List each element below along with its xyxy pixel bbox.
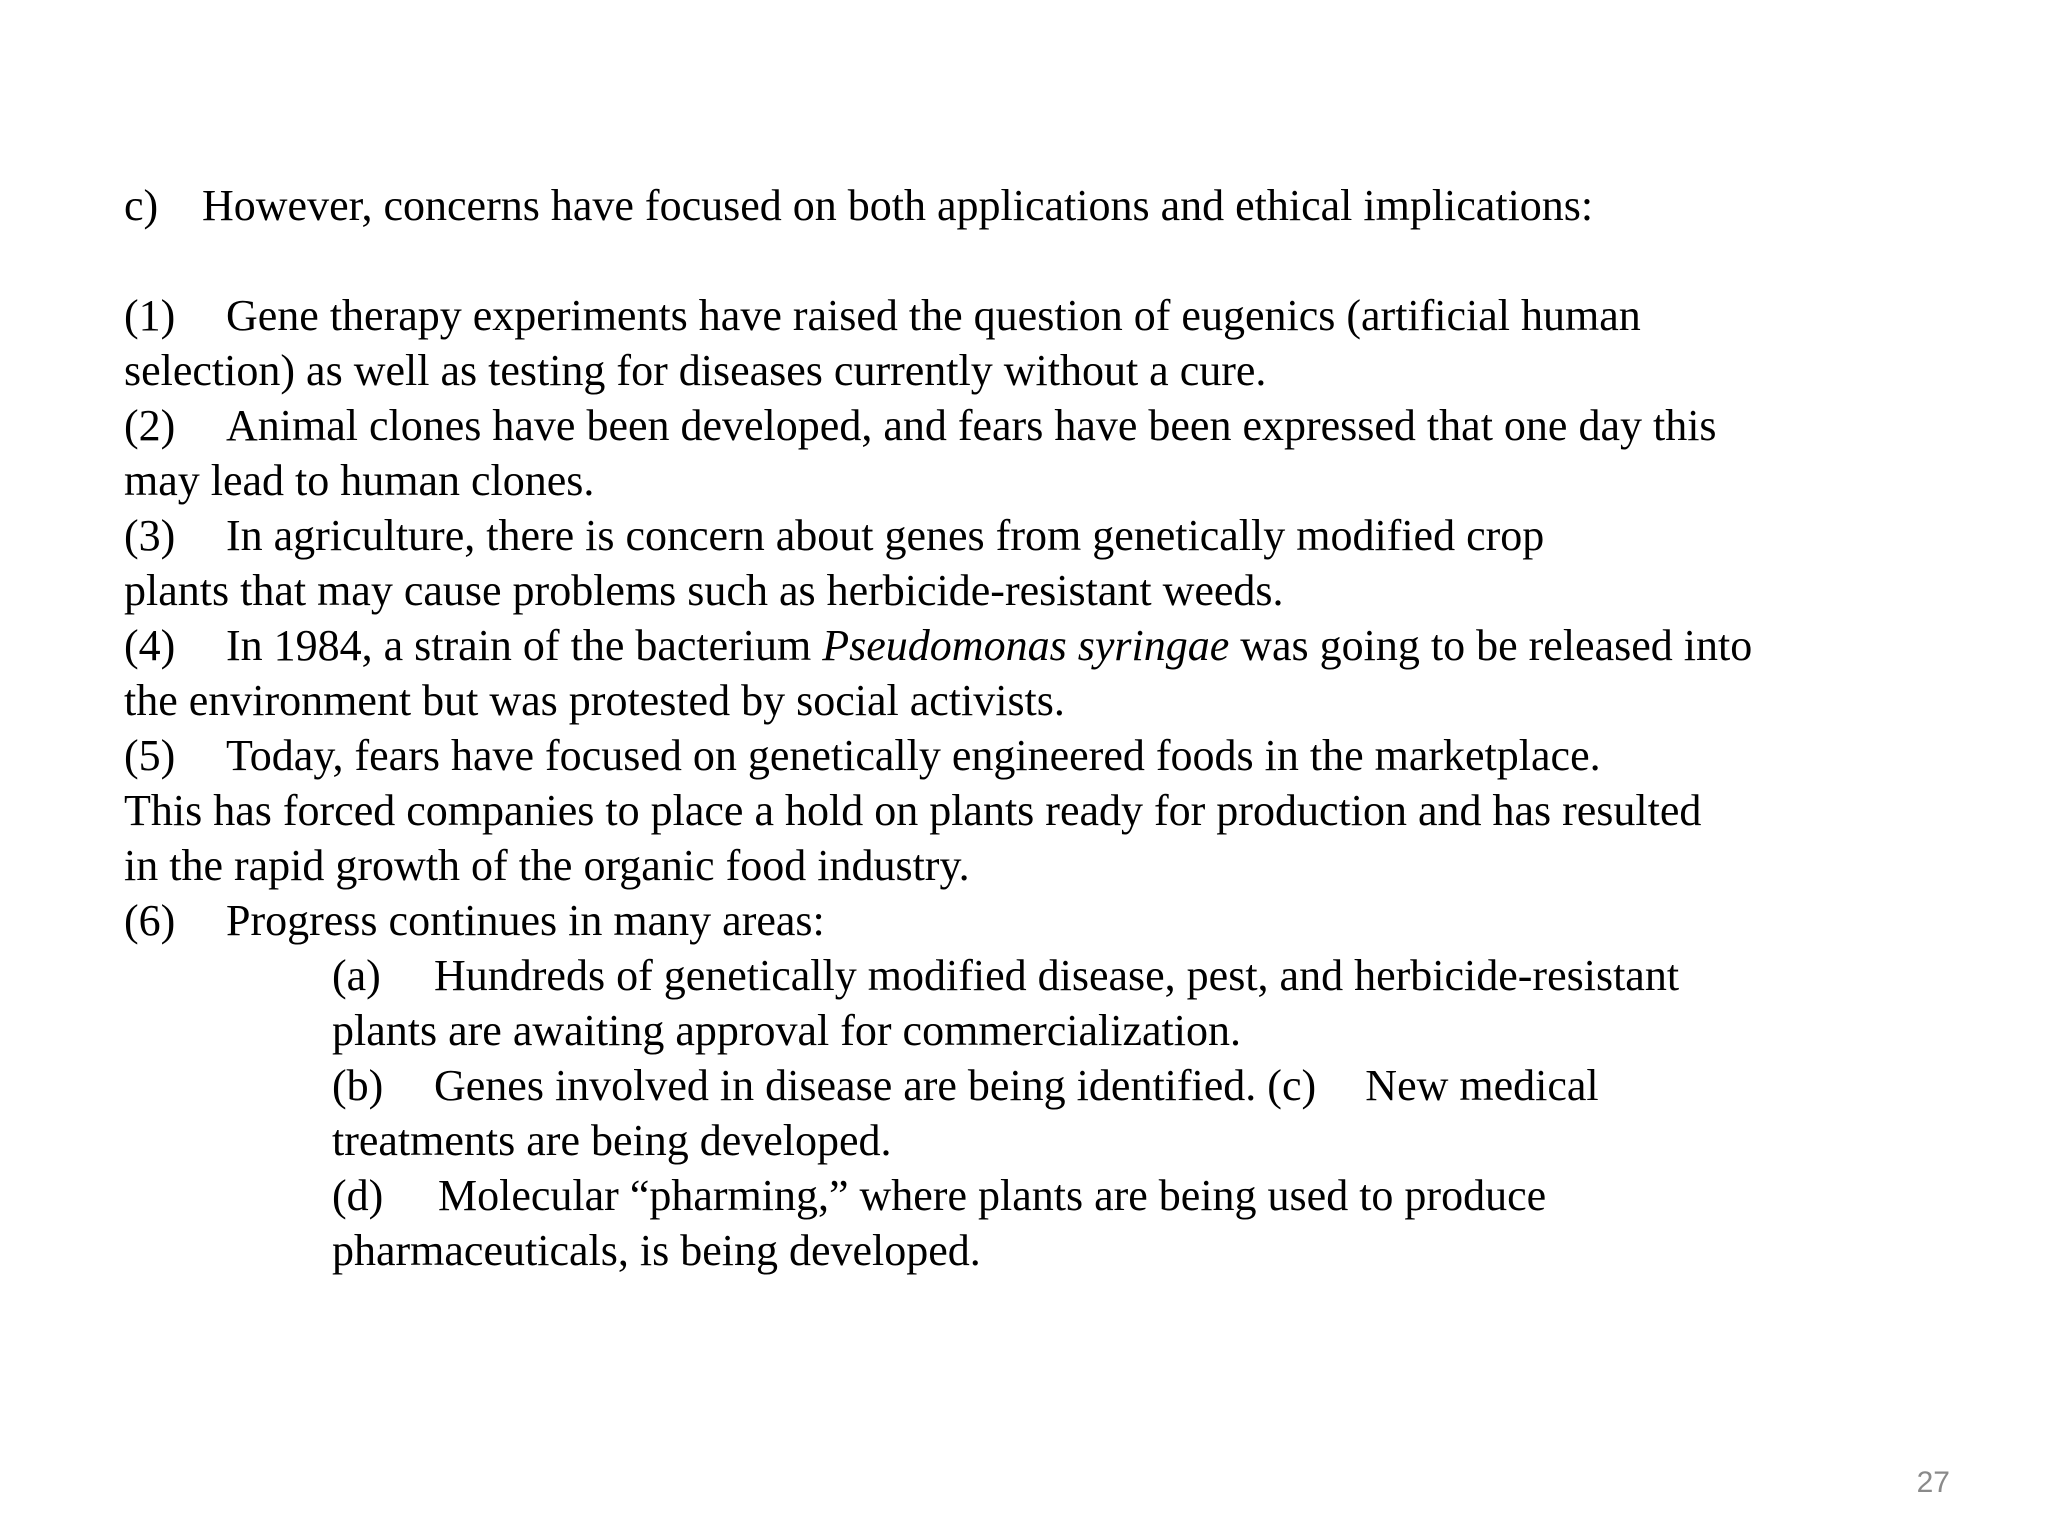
subitem-c-label: (c) bbox=[1267, 1061, 1317, 1110]
subitem-b-line-2: treatments are being developed. bbox=[332, 1116, 892, 1165]
item-2-text-1: Animal clones have been developed, and fears have been expressed that one day this bbox=[226, 401, 1717, 450]
subitem-d-text-1: Molecular “pharming,” where plants are being used to produce bbox=[438, 1171, 1547, 1220]
item-6-label: (6) bbox=[124, 896, 176, 945]
slide-body-text bbox=[124, 178, 1984, 1278]
intro-label: c) bbox=[124, 181, 159, 230]
item-1-label: (1) bbox=[124, 291, 176, 340]
intro-line bbox=[124, 178, 1984, 233]
item-2-line-2: may lead to human clones. bbox=[124, 456, 595, 505]
item-1-text-1: Gene therapy experiments have raised the question of eugenics (artificial human bbox=[226, 291, 1641, 340]
item-4-line-1 bbox=[124, 618, 1984, 673]
item-5-text-1: Today, fears have focused on genetically engineered foods in the marketplace. bbox=[226, 731, 1601, 780]
subitem-d-line-2: pharmaceuticals, is being developed. bbox=[332, 1226, 981, 1275]
item-4-label: (4) bbox=[124, 621, 176, 670]
item-1-line-2: selection) as well as testing for diseases currently without a cure. bbox=[124, 346, 1267, 395]
item-3-line-2: plants that may cause problems such as herbicide-resistant weeds. bbox=[124, 566, 1284, 615]
item-5-line-3: in the rapid growth of the organic food industry. bbox=[124, 841, 970, 890]
subitem-d-label: (d) bbox=[332, 1171, 384, 1220]
subitem-c-text: New medical bbox=[1365, 1061, 1599, 1110]
subitem-a-label: (a) bbox=[332, 951, 381, 1000]
paragraph-gap bbox=[124, 233, 1984, 288]
subitem-d-line-1 bbox=[124, 1168, 1984, 1223]
subitem-a-text-1: Hundreds of genetically modified disease, pest, and herbicide-resistant bbox=[434, 951, 1680, 1000]
item-3-text-1: In agriculture, there is concern about genes from genetically modified crop bbox=[226, 511, 1545, 560]
intro-text: However, concerns have focused on both applications and ethical implications: bbox=[202, 181, 1594, 230]
item-5-label: (5) bbox=[124, 731, 176, 780]
subitem-b-label: (b) bbox=[332, 1061, 384, 1110]
item-3-line-1 bbox=[124, 508, 1984, 563]
item-2-label: (2) bbox=[124, 401, 176, 450]
item-4-species-name: Pseudomonas syringae bbox=[822, 621, 1230, 670]
item-5-line-2: This has forced companies to place a hold on plants ready for production and has resulted bbox=[124, 786, 1702, 835]
item-5-line-1 bbox=[124, 728, 1984, 783]
subitem-b-text: Genes involved in disease are being identified. bbox=[434, 1061, 1257, 1110]
page-number: 27 bbox=[1916, 1466, 1950, 1499]
item-3-label: (3) bbox=[124, 511, 176, 560]
item-4-text-before: In 1984, a strain of the bacterium bbox=[226, 621, 823, 670]
item-2-line-1 bbox=[124, 398, 1984, 453]
item-4-text-after: was going to be released into bbox=[1229, 621, 1753, 670]
item-4-line-2: the environment but was protested by social activists. bbox=[124, 676, 1065, 725]
item-1-line-1 bbox=[124, 288, 1984, 343]
subitem-a-line-1 bbox=[124, 948, 1984, 1003]
subitem-a-line-2: plants are awaiting approval for commercialization. bbox=[332, 1006, 1241, 1055]
item-6-line-1 bbox=[124, 893, 1984, 948]
subitem-b-line-1 bbox=[124, 1058, 1984, 1113]
item-6-text-1: Progress continues in many areas: bbox=[226, 896, 825, 945]
